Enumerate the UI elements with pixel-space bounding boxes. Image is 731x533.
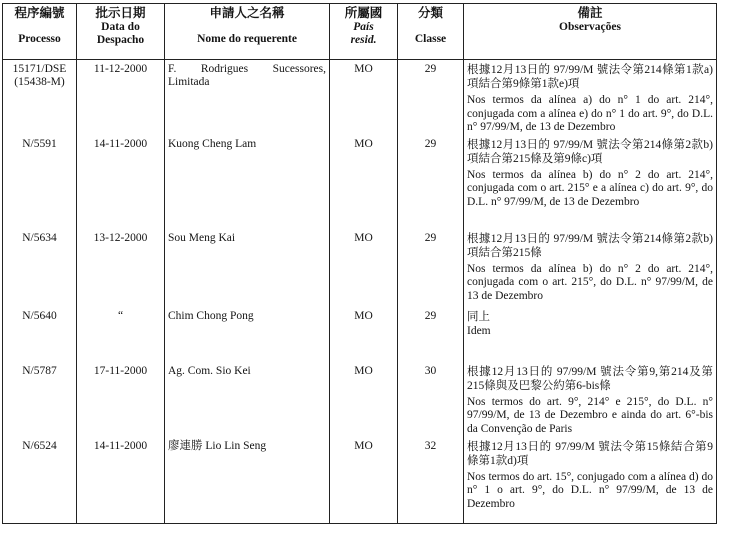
obs-zh-text: 同上	[467, 310, 490, 323]
pais-cell: MO	[330, 310, 398, 359]
obs-pt-text: Nos termos da alínea b) do n° 2 do art. 214°, conjugada com o art. 215° e a alínea c) do art. 9°, do D.L. n° 97/99/M, de 13 de Dezembro	[467, 168, 713, 208]
observacoes-cell	[464, 359, 717, 440]
table-row	[3, 138, 717, 232]
obs-pt-text: Nos termos da alínea b) do n° 2 do art. 214°, conjugada com o art. 215°, do D.L. n° 97/99/M, de 13 de Dezembro	[467, 262, 713, 302]
observacoes-cell	[464, 310, 717, 359]
obs-zh-text: 根據12月13日的 97/99/M 號法令第15條結合第9條第1款d)項	[467, 440, 713, 467]
nome-cell: Ag. Com. Sio Kei	[165, 359, 330, 440]
pais-cell: MO	[330, 440, 398, 524]
nome-cell: F. Rodrigues Sucessores, Limitada	[165, 60, 330, 138]
processo-cell: N/6524	[3, 440, 77, 524]
pais-cell: MO	[330, 232, 398, 310]
table-row	[3, 310, 717, 359]
table-row	[3, 232, 717, 310]
observacoes-cell	[464, 440, 717, 524]
observacoes-cell	[464, 138, 717, 232]
header-data-despacho: 批示日期 Data do Despacho	[77, 4, 165, 60]
classe-cell: 29	[398, 232, 464, 310]
table-row	[3, 60, 717, 138]
obs-pt-text: Nos termos do art. 15°, conjugado com a alínea d) do n° 1 o art. 9°, do D.L. n° 97/99/M, de 13 de Dezembro	[467, 470, 713, 510]
classe-cell: 29	[398, 310, 464, 359]
classe-cell: 32	[398, 440, 464, 524]
dispatch-register-table	[2, 3, 717, 524]
processo-cell: N/5634	[3, 232, 77, 310]
classe-cell: 29	[398, 138, 464, 232]
obs-pt-text: Nos termos da alínea a) do n° 1 do art. 214°, conjugada com a alínea e) do n° 1 do art. 9°, do D.L. n° 97/99/M, de 13 de Dezembro	[467, 94, 713, 133]
header-pais-resid: 所屬國 País resid.	[330, 4, 398, 60]
obs-zh-text: 根據12月13日的 97/99/M 號法令第214條第1款a)項結合第9條第1款e)項	[467, 64, 713, 90]
obs-zh-text: 根據12月13日的 97/99/M 號法令第9,第214及第215條與及巴黎公約第6-bis條	[467, 365, 713, 392]
obs-zh-text: 根據12月13日的 97/99/M 號法令第214條第2款b)項結合第215條及第9條c)項	[467, 138, 713, 165]
data-cell: 14-11-2000	[77, 440, 165, 524]
header-processo: 程序編號 Processo	[3, 4, 77, 60]
header-nome-requerente: 申請人之名稱 Nome do requerente	[165, 4, 330, 60]
nome-cell: Kuong Cheng Lam	[165, 138, 330, 232]
classe-cell: 30	[398, 359, 464, 440]
nome-cell: 廖連勝 Lio Lin Seng	[165, 440, 330, 524]
pais-cell: MO	[330, 138, 398, 232]
processo-cell: N/5591	[3, 138, 77, 232]
table-header	[3, 4, 717, 60]
data-cell: 14-11-2000	[77, 138, 165, 232]
obs-zh-text: 根據12月13日的 97/99/M 號法令第214條第2款b)項結合第215條	[467, 232, 713, 259]
nome-cell: Chim Chong Pong	[165, 310, 330, 359]
table-body	[3, 60, 717, 524]
nome-cell: Sou Meng Kai	[165, 232, 330, 310]
table-row	[3, 359, 717, 440]
header-observacoes: 備註 Observações	[464, 4, 717, 60]
data-cell: 17-11-2000	[77, 359, 165, 440]
obs-pt-text: Nos termos do art. 9°, 214° e 215°, do D.L. n° 97/99/M, de 13 de Dezembro e ainda do art. 6°-bis da Convenção de Paris	[467, 395, 713, 435]
classe-cell: 29	[398, 60, 464, 138]
observacoes-cell	[464, 232, 717, 310]
data-cell: 13-12-2000	[77, 232, 165, 310]
processo-cell: 15171/DSE (15438-M)	[3, 60, 77, 138]
table-row	[3, 440, 717, 524]
data-cell: 11-12-2000	[77, 60, 165, 138]
pais-cell: MO	[330, 359, 398, 440]
pais-cell: MO	[330, 60, 398, 138]
header-classe: 分類 Classe	[398, 4, 464, 60]
processo-cell: N/5640	[3, 310, 77, 359]
data-cell: “	[77, 310, 165, 359]
processo-cell: N/5787	[3, 359, 77, 440]
observacoes-cell	[464, 60, 717, 138]
obs-pt-text: Idem	[467, 324, 491, 337]
